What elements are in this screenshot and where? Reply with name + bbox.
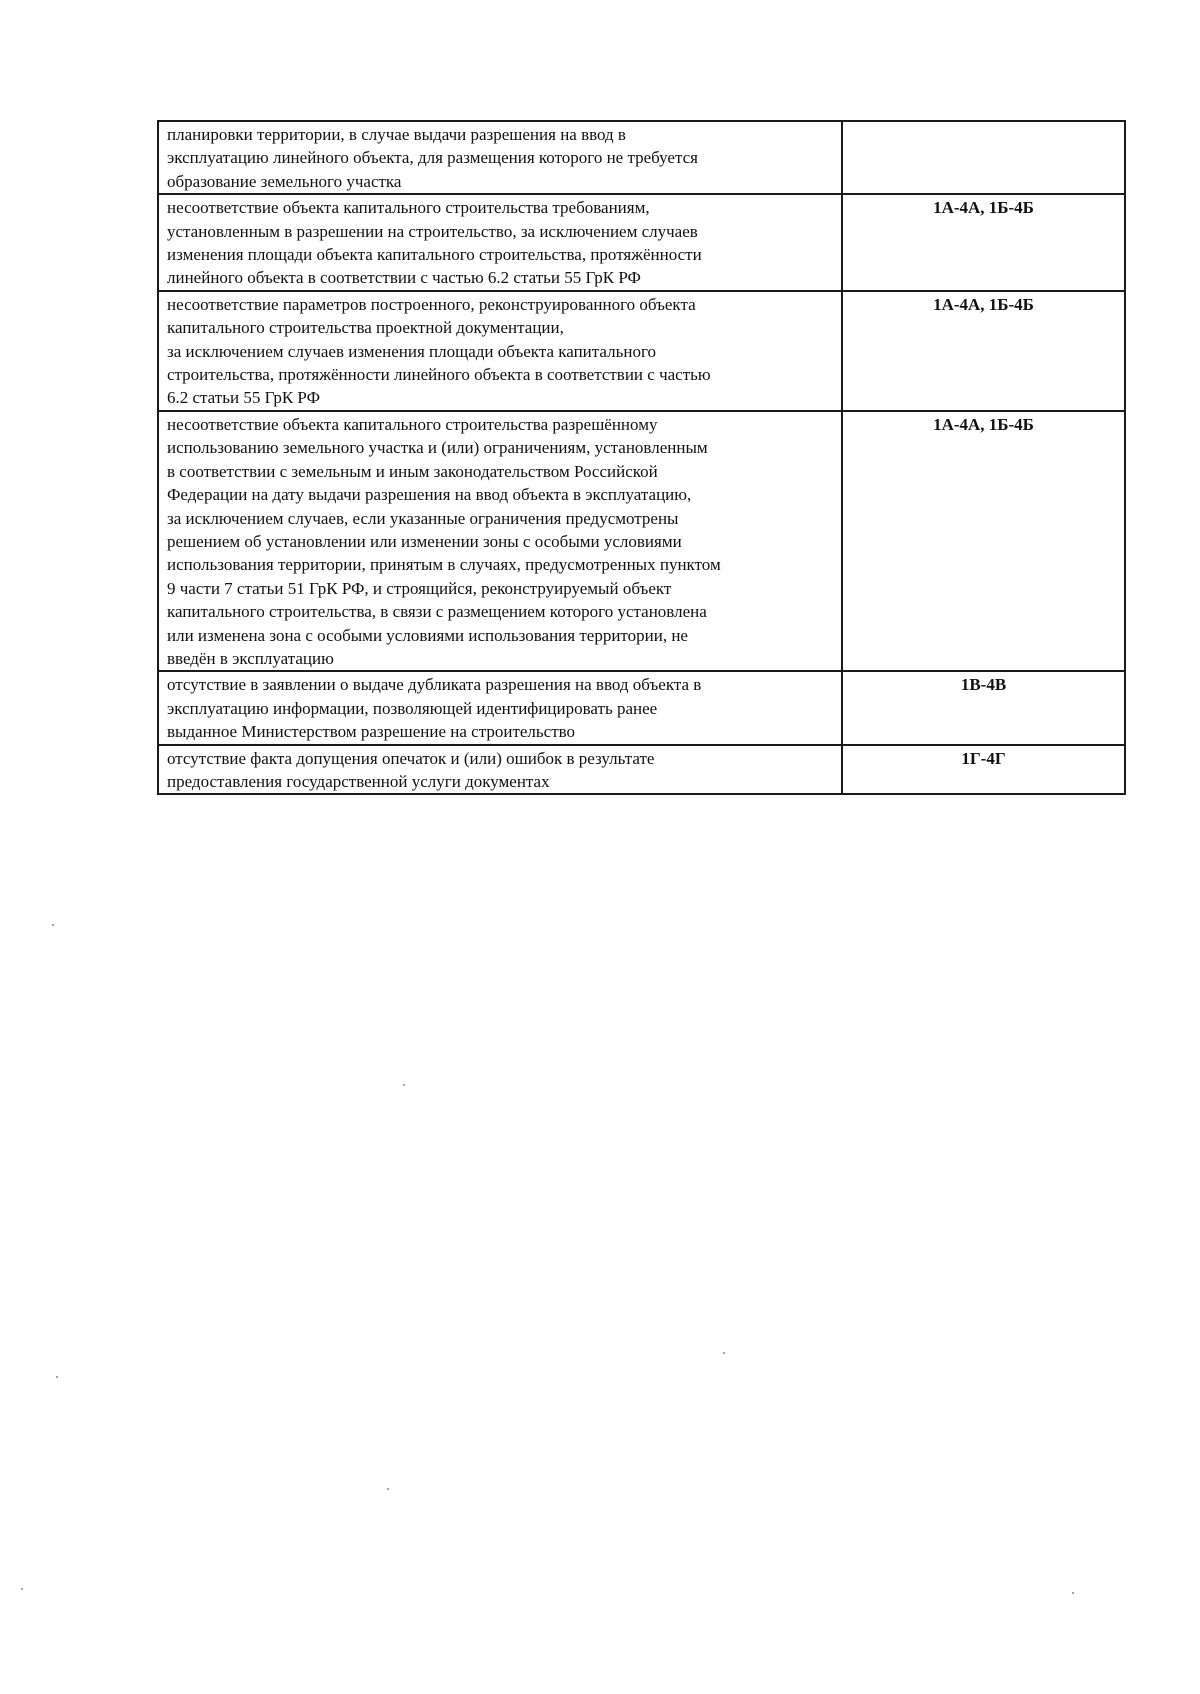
reason-line: капитального строительства проектной документации, [167,318,564,338]
reason-line: линейного объекта в соответствии с частью 6.2 статьи 55 ГрК РФ [167,268,641,288]
scan-speck [387,1488,389,1490]
scan-speck [52,924,54,926]
reason-cell [158,745,842,795]
reason-line: 6.2 статьи 55 ГрК РФ [167,388,321,408]
reason-line: использования территории, принятым в случаях, предусмотренных пунктом [167,555,721,575]
reason-line: использованию земельного участка и (или) ограничениям, установленным [167,438,708,458]
reason-line: предоставления государственной услуги документах [167,771,550,791]
scan-speck [1072,1592,1074,1594]
scan-speck [723,1352,725,1354]
table-row [158,194,1125,291]
reason-line: установленным в разрешении на строительство, за исключением случаев [167,221,698,241]
table-row [158,121,1125,194]
reason-line: решением об установлении или изменении зоны с особыми условиями [167,531,682,551]
table-row [158,411,1125,671]
table-row [158,671,1125,744]
code-cell: 1В-4В [842,671,1125,744]
code-cell: 1Г-4Г [842,745,1125,795]
code-cell: 1А-4А, 1Б-4Б [842,291,1125,411]
code-cell: 1А-4А, 1Б-4Б [842,194,1125,291]
reason-line: отсутствие в заявлении о выдаче дубликата разрешения на ввод объекта в [167,675,702,695]
reason-cell [158,291,842,411]
code-cell [842,121,1125,194]
reason-cell [158,121,842,194]
reason-line: отсутствие факта допущения опечаток и (или) ошибок в результате [167,748,655,768]
reason-line: за исключением случаев изменения площади объекта капитального [167,341,656,361]
reason-line: в соответствии с земельным и иным законодательством Российской [167,461,658,481]
reason-line: планировки территории, в случае выдачи разрешения на ввод в [167,125,626,144]
reason-line: капитального строительства, в связи с размещением которого установлена [167,602,707,622]
reason-line: эксплуатацию информации, позволяющей идентифицировать ранее [167,698,658,718]
reason-line: введён в эксплуатацию [167,648,334,668]
reason-line: Федерации на дату выдачи разрешения на ввод объекта в эксплуатацию, [167,485,692,505]
refusal-grounds-table [157,120,1126,795]
reason-line: образование земельного участка [167,171,402,191]
reason-line: выданное Министерством разрешение на строительство [167,722,576,742]
reason-cell [158,671,842,744]
table-row [158,745,1125,795]
reason-line: эксплуатацию линейного объекта, для размещения которого не требуется [167,148,698,168]
scan-speck [21,1588,23,1590]
reason-line: или изменена зона с особыми условиями использования территории, не [167,625,688,645]
reason-line: 9 части 7 статьи 51 ГрК РФ, и строящийся, реконструируемый объект [167,578,672,598]
reason-line: несоответствие объекта капитального строительства разрешённому [167,414,658,434]
reason-line: строительства, протяжённости линейного объекта в соответствии с частью [167,365,711,385]
reason-cell [158,411,842,671]
reason-line: несоответствие объекта капитального строительства требованиям, [167,198,650,218]
scan-speck [56,1376,58,1378]
code-cell: 1А-4А, 1Б-4Б [842,411,1125,671]
reason-cell [158,194,842,291]
scan-speck [403,1084,405,1086]
reason-line: изменения площади объекта капитального строительства, протяжённости [167,245,702,265]
reason-line: за исключением случаев, если указанные ограничения предусмотрены [167,508,679,528]
reason-line: несоответствие параметров построенного, реконструированного объекта [167,294,696,314]
table-row [158,291,1125,411]
